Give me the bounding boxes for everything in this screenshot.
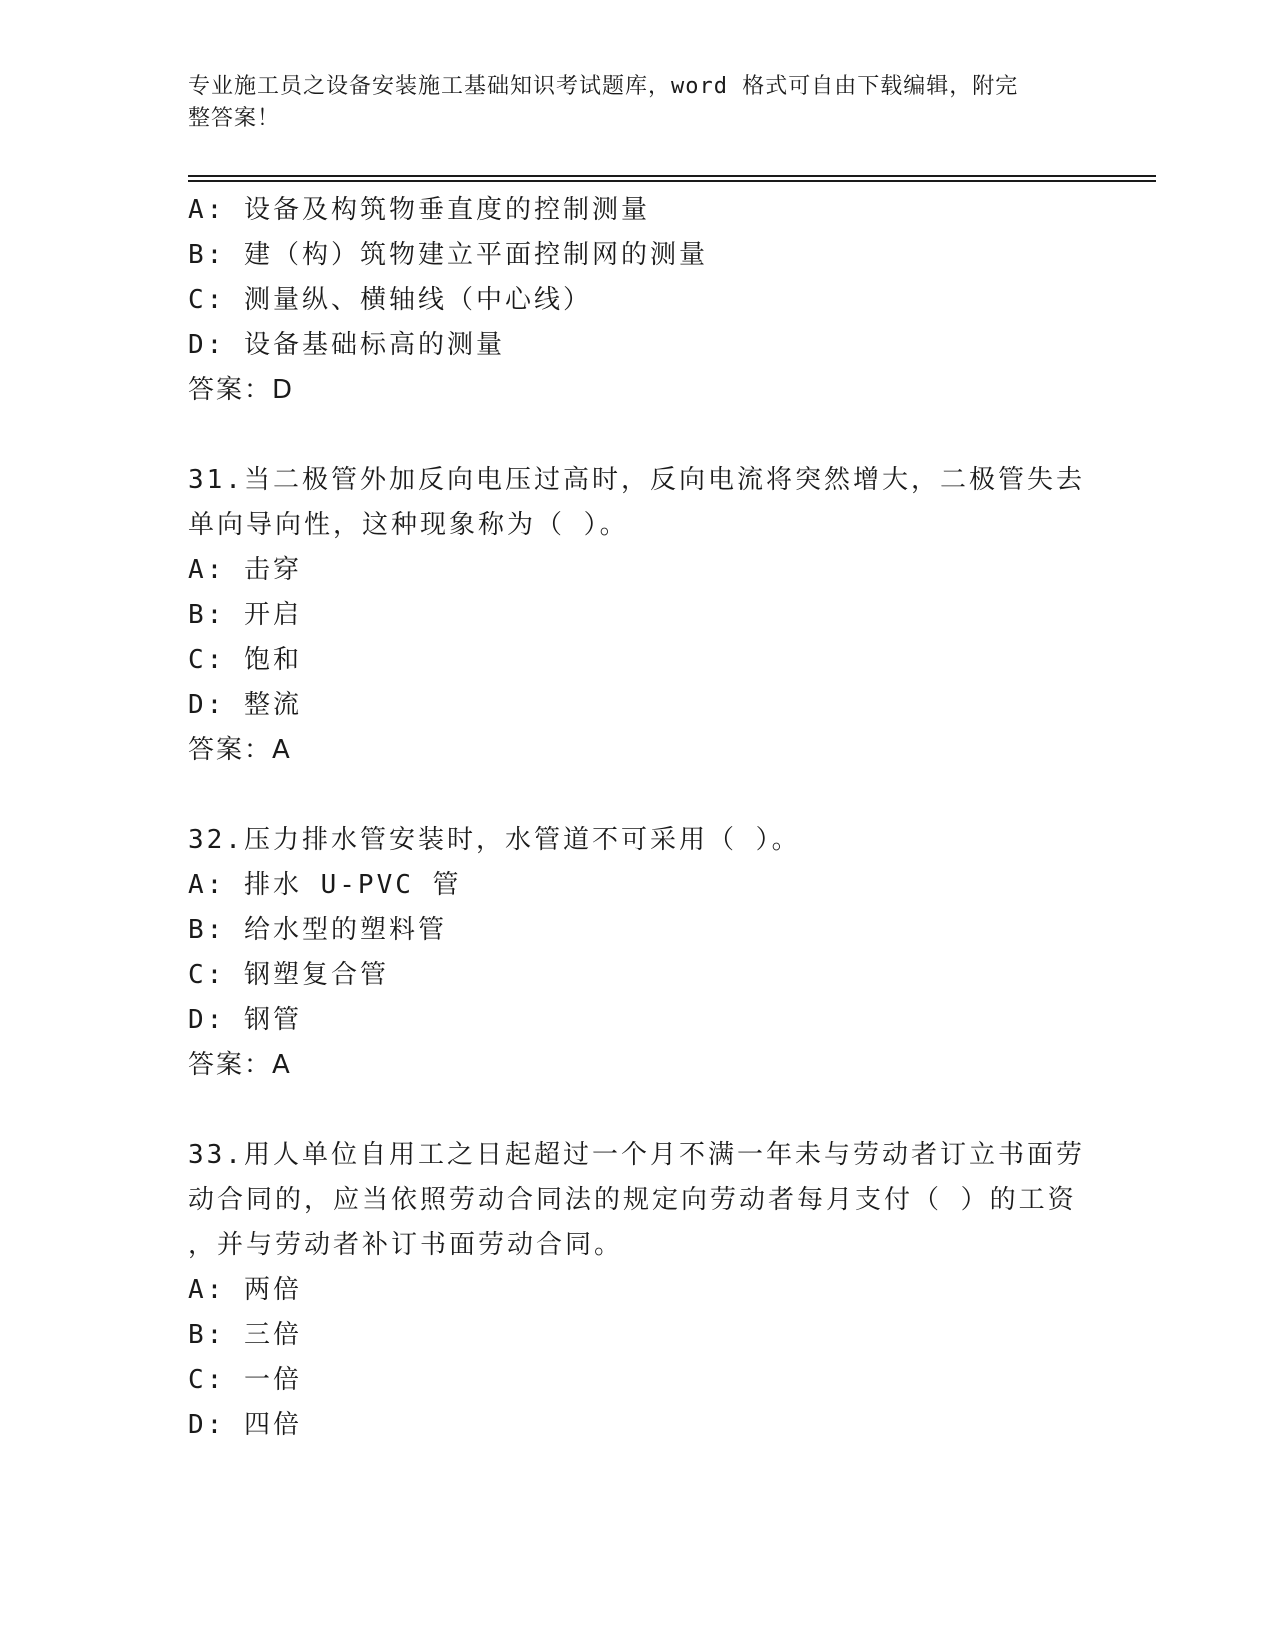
option-c: C: 饱和 bbox=[188, 645, 302, 675]
header-divider-top bbox=[188, 175, 1156, 177]
question-stem-line: 32.压力排水管安装时，水管道不可采用（ ）。 bbox=[188, 825, 801, 855]
option-d: D: 四倍 bbox=[188, 1410, 302, 1440]
question-stem-line: 动合同的，应当依照劳动合同法的规定向劳动者每月支付（ ）的工资 bbox=[188, 1185, 1077, 1215]
option-a: A: 两倍 bbox=[188, 1275, 302, 1305]
option-b: B: 开启 bbox=[188, 600, 302, 630]
option-d: D: 钢管 bbox=[188, 1005, 302, 1035]
option-d: D: 设备基础标高的测量 bbox=[188, 330, 505, 360]
option-c: C: 一倍 bbox=[188, 1365, 302, 1395]
answer-label: 答案：A bbox=[188, 1050, 292, 1080]
option-b: B: 给水型的塑料管 bbox=[188, 915, 447, 945]
option-a: A: 击穿 bbox=[188, 555, 302, 585]
question-stem-line: 33.用人单位自用工之日起超过一个月不满一年未与劳动者订立书面劳 bbox=[188, 1140, 1085, 1170]
option-c: C: 钢塑复合管 bbox=[188, 960, 389, 990]
header-title-line-1: 专业施工员之设备安装施工基础知识考试题库，word 格式可自由下载编辑，附完 bbox=[188, 74, 1019, 99]
answer-label: 答案：A bbox=[188, 735, 292, 765]
option-a: A: 排水 U-PVC 管 bbox=[188, 870, 462, 900]
option-b: B: 建（构）筑物建立平面控制网的测量 bbox=[188, 240, 708, 270]
header-divider-bottom bbox=[188, 180, 1156, 182]
option-c: C: 测量纵、横轴线（中心线） bbox=[188, 285, 592, 315]
option-d: D: 整流 bbox=[188, 690, 302, 720]
question-stem-line: ，并与劳动者补订书面劳动合同。 bbox=[188, 1230, 624, 1260]
option-b: B: 三倍 bbox=[188, 1320, 302, 1350]
question-stem-line: 31.当二极管外加反向电压过高时，反向电流将突然增大，二极管失去 bbox=[188, 465, 1085, 495]
header-title-line-2: 整答案！ bbox=[188, 106, 281, 131]
answer-label: 答案：D bbox=[188, 375, 295, 405]
option-a: A: 设备及构筑物垂直度的控制测量 bbox=[188, 195, 650, 225]
question-stem-line: 单向导向性，这种现象称为（ ）。 bbox=[188, 510, 629, 540]
